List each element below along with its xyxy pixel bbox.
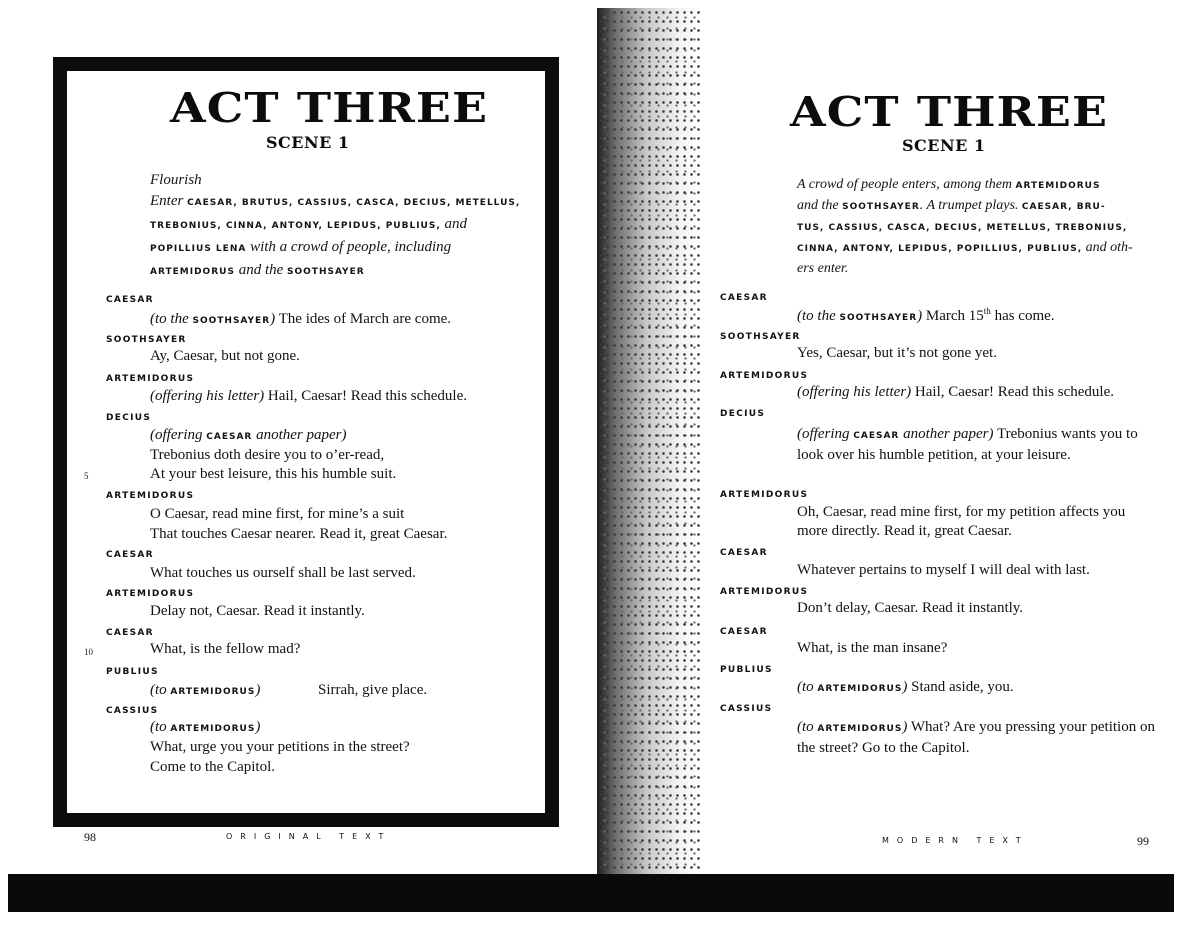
dialogue-paragraph: Oh, Caesar, read mine first, for my petition affects you more directly. Read it, great Caesar.: [797, 504, 1126, 539]
dialogue-line: What, is the man insane?: [797, 640, 948, 656]
line-number: 5: [84, 471, 89, 481]
page-number: 98: [84, 830, 96, 844]
act-title: ACT THREE: [170, 84, 489, 132]
speaker-name: CASSIUS: [106, 706, 159, 716]
speaker-name: CAESAR: [720, 548, 768, 558]
speaker-name: DECIUS: [106, 413, 152, 423]
speaker-name: ARTEMIDORUS: [720, 587, 809, 597]
speaker-name: CAESAR: [106, 628, 154, 638]
stage-direction: (offering CAESAR another paper): [150, 427, 347, 443]
dialogue-line: Whatever pertains to myself I will deal with last.: [797, 562, 1090, 578]
speaker-name: SOOTHSAYER: [106, 335, 187, 345]
speaker-name: SOOTHSAYER: [720, 332, 801, 342]
dialogue-line: (to the SOOTHSAYER) The ides of March are come.: [150, 311, 452, 327]
stage-direction-flourish: Flourish: [150, 172, 202, 188]
scene-heading: SCENE 1: [902, 136, 986, 155]
dialogue-paragraph: (to ARTEMIDORUS) What? Are you pressing your petition on the street? Go to the Capitol.: [797, 719, 1155, 756]
dialogue-line: That touches Caesar nearer. Read it, great Caesar.: [150, 526, 448, 542]
dialogue-line: Come to the Capitol.: [150, 759, 275, 775]
book-spine-gutter: [597, 8, 700, 888]
speaker-name: ARTEMIDORUS: [720, 371, 809, 381]
dialogue-line: Ay, Caesar, but not gone.: [150, 348, 300, 364]
speaker-name: CASSIUS: [720, 704, 773, 714]
scene-heading: SCENE 1: [266, 133, 350, 152]
dialogue-line: What, urge you your petitions in the street?: [150, 739, 410, 755]
stage-direction-entrance: Enter CAESAR, BRUTUS, CASSIUS, CASCA, DECIUS, METELLUS, TREBONIUS, CINNA, ANTONY, LEPIDUS, PUBLIUS, and POPILLIUS LENA with a crowd of people, including ARTEMIDORUS and the SOOTHSAYER: [150, 193, 521, 278]
dialogue-line: At your best leisure, this his humble suit.: [150, 466, 397, 482]
dialogue-line: Yes, Caesar, but it’s not gone yet.: [797, 345, 997, 361]
dialogue-line: Trebonius doth desire you to o’er-read,: [150, 447, 385, 463]
speaker-name: ARTEMIDORUS: [720, 490, 809, 500]
dialogue-line: (to ARTEMIDORUS) Stand aside, you.: [797, 679, 1014, 695]
speaker-name: DECIUS: [720, 409, 766, 419]
speaker-name: CAESAR: [106, 295, 154, 305]
speaker-name: ARTEMIDORUS: [106, 374, 195, 384]
dialogue-line: Delay not, Caesar. Read it instantly.: [150, 603, 365, 619]
stage-direction-entrance: A crowd of people enters, among them ARTEMIDORUS and the SOOTHSAYER. A trumpet plays. CAESAR, BRU- TUS, CASSIUS, CASCA, DECIUS, METELLUS, TREBONIUS, CINNA, ANTONY, LEPIDUS, POPILLIUS, PUBLIUS, and oth- ers enter.: [797, 177, 1133, 276]
speaker-name: CAESAR: [720, 293, 768, 303]
footer-label: ORIGINAL TEXT: [226, 832, 392, 841]
dialogue-line: What, is the fellow mad?: [150, 641, 301, 657]
dialogue-line: Sirrah, give place.: [318, 682, 428, 698]
speaker-name: ARTEMIDORUS: [106, 491, 195, 501]
dialogue-line: O Caesar, read mine first, for mine’s a suit: [150, 506, 405, 522]
speaker-name: ARTEMIDORUS: [106, 589, 195, 599]
dialogue-line: Don’t delay, Caesar. Read it instantly.: [797, 600, 1024, 616]
speaker-name: CAESAR: [106, 550, 154, 560]
dialogue-line: (offering his letter) Hail, Caesar! Read this schedule.: [150, 388, 468, 404]
dialogue-paragraph: (offering CAESAR another paper) Trebonius wants you to look over his humble petition, at your leisure.: [797, 426, 1138, 463]
act-title: ACT THREE: [790, 88, 1109, 136]
dialogue-line: (offering his letter) Hail, Caesar! Read this schedule.: [797, 384, 1115, 400]
dialogue-line: What touches us ourself shall be last served.: [150, 565, 416, 581]
stage-direction: (to ARTEMIDORUS): [150, 682, 261, 698]
dialogue-line: (to the SOOTHSAYER) March 15th has come.: [797, 306, 1055, 324]
footer-label: MODERN TEXT: [882, 836, 1029, 845]
speaker-name: CAESAR: [720, 627, 768, 637]
speaker-name: PUBLIUS: [106, 667, 159, 677]
page-number: 99: [1137, 834, 1149, 848]
line-number: 10: [84, 647, 93, 657]
scan-bottom-edge: [8, 874, 1174, 912]
stage-direction: (to ARTEMIDORUS): [150, 719, 261, 735]
speaker-name: PUBLIUS: [720, 665, 773, 675]
